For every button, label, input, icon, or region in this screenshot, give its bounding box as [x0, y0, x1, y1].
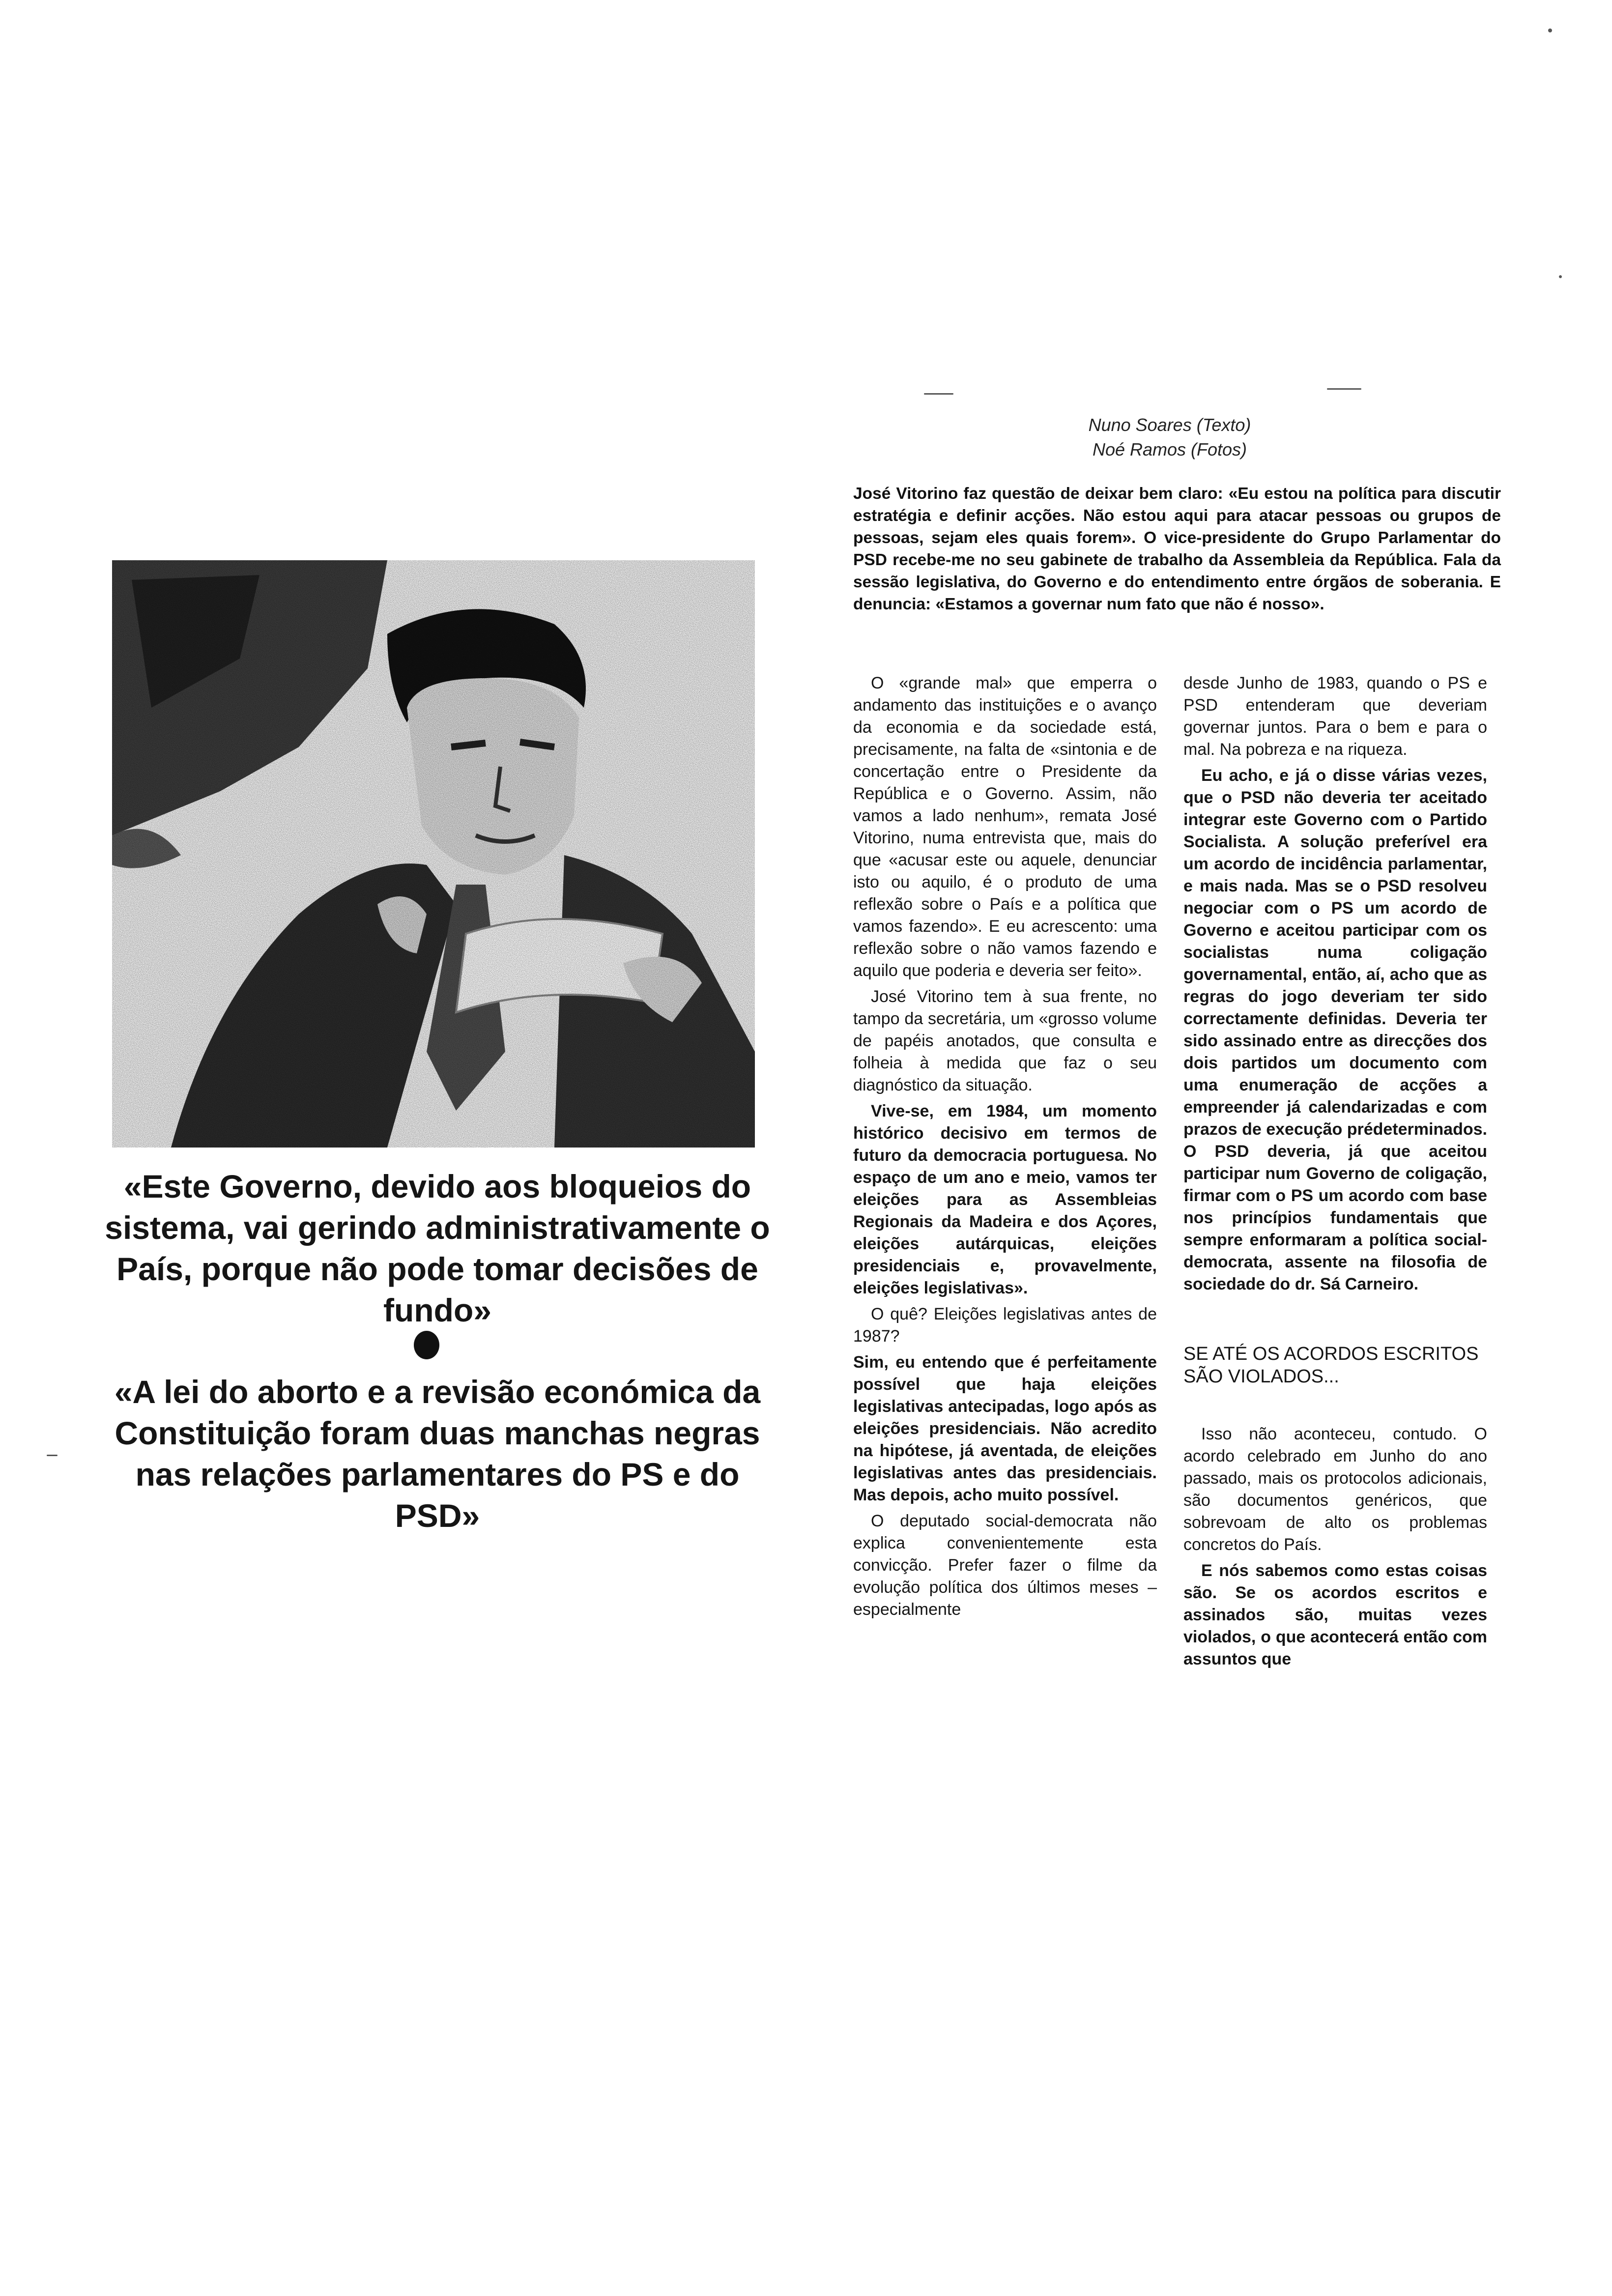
- interview-answer: E nós sabemos como estas coisas são. Se os acordos escritos e assinados são, muitas vezes violados, o que acontecerá então com assuntos que: [1183, 1561, 1487, 1668]
- body-paragraph: Vive-se, em 1984, um momento histórico decisivo em termos de futuro da democracia portuguesa. No espaço de um ano e meio, vamos ter eleições para as Assembleias Regionais da Madeira e dos Açores, eleições autárquicas, eleições presidenciais e, provavelmente, eleições legislativas».: [853, 1102, 1157, 1297]
- scan-speck: [1559, 275, 1562, 278]
- scan-speck: [1327, 388, 1361, 390]
- interview-answer: Eu acho, e já o disse várias vezes, que o PSD não deveria ter aceitado integrar este Governo com o Partido Socialista. A solução preferível era um acordo de incidência parlamentar, e mais nada. Mas se o PSD resolveu negociar com o PS um acordo de Governo e aceitou participar com os socialistas numa coligação governamental, então, aí, acho que as regras do jogo deveriam ter sido correctamente definidas. Deveria ter sido assinado entre as direcções dos dois partidos um documento com uma enumeração de acções a empreender já calendarizadas e com prazos de execução prédeterminados. O PSD deveria, já que aceitou participar num Governo de coligação, firmar com o PS um acordo com base nos princípios fundamentais que sempre enformaram a política social-democrata, assente na filosofia de sociedade do dr. Sá Carneiro.: [1183, 766, 1487, 1293]
- byline: [1032, 413, 1307, 462]
- body-paragraph: Isso não aconteceu, contudo. O acordo celebrado em Junho do ano passado, mais os protocolos adicionais, são documentos genéricos, que sobrevoam de alto os problemas concretos do País.: [1183, 1425, 1487, 1554]
- body-paragraph: O deputado social-democrata não explica convenientemente esta convicção. Prefer fazer o filme da evolução política dos últimos meses – especialmente: [853, 1512, 1157, 1619]
- photo-credit: Noé Ramos (Fotos): [1092, 439, 1247, 459]
- section-subheading: SE ATÉ OS ACORDOS ESCRITOS SÃO VIOLADOS...: [1183, 1344, 1479, 1387]
- lead-paragraph: José Vitorino faz questão de deixar bem claro: «Eu estou na política para discutir estratégia e definir acções. Não estou aqui para atacar pessoas ou grupos de pessoas, sejam eles quais forem». O vice-presidente do Grupo Parlamentar do PSD recebe-me no seu gabinete de trabalho da Assembleia da República. Fala da sessão legislativa, do Governo e do entendimento entre órgãos de soberania. E denuncia: «Estamos a governar num fato que não é nosso».: [853, 485, 1501, 613]
- portrait-photo-graphic: [112, 560, 755, 1148]
- interview-answer: Sim, eu entendo que é perfeitamente possível que haja eleições legislativas antecipadas, logo após as eleições presidenciais. Não acredito na hipótese, já aventada, de eleições legislativas antes das presidenciais. Mas depois, acho muito possível.: [853, 1353, 1157, 1504]
- scan-speck: [924, 393, 953, 395]
- pull-quote-government: «Este Governo, devido aos bloqueios do sistema, vai gerindo administrativamente o País, porque não pode tomar decisões de fundo»: [105, 1168, 770, 1328]
- body-paragraph: desde Junho de 1983, quando o PS e PSD entenderam que deveriam governar juntos. Para o bem e para o mal. Na pobreza e na riqueza.: [1183, 674, 1487, 759]
- text-credit: Nuno Soares (Texto): [1088, 415, 1251, 435]
- body-column-left: [853, 672, 1157, 1625]
- body-paragraph: José Vitorino tem à sua frente, no tampo da secretária, um «grosso volume de papéis anotados, que consulta e folheia à medida que faz o seu diagnóstico da situação.: [853, 987, 1157, 1094]
- body-column-right: [1183, 672, 1487, 1674]
- scan-speck: [1548, 29, 1552, 32]
- interview-question: O quê? Eleições legislativas antes de 1987?: [853, 1305, 1157, 1346]
- body-paragraph: O «grande mal» que emperra o andamento das instituições e o avanço da economia e da sociedade está, precisamente, na falta de «sintonia e de concertação entre o Presidente da República e o Governo. Assim, não vamos a lado nenhum», remata José Vitorino, numa entrevista que, mais do que «acusar este ou aquele, denunciar isto ou aquilo, é o produto de uma reflexão sobre o País e a política que vamos fazendo». E eu acrescento: uma reflexão sobre o não vamos fazendo e aquilo que poderia e deveria ser feito».: [853, 674, 1157, 980]
- pull-quote-abortion-law: «A lei do aborto e a revisão económica da Constituição foram duas manchas negras nas relações parlamentares do PS e do PSD»: [114, 1374, 761, 1534]
- scan-speck: [47, 1455, 58, 1456]
- bullet-separator: [414, 1331, 439, 1359]
- portrait-photo: [112, 560, 755, 1148]
